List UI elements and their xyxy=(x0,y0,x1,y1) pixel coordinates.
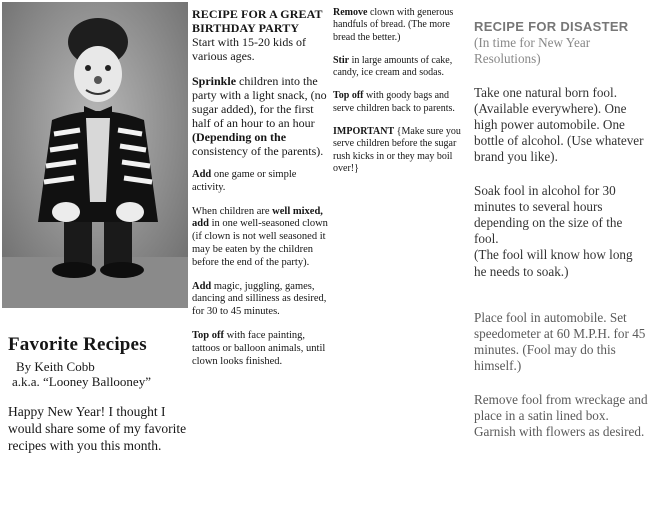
party-step-magic xyxy=(192,281,332,319)
party-step-top-off xyxy=(192,330,332,368)
remove-text: clown with generous handfuls of bread. (The more bread the better.) xyxy=(333,7,454,43)
mixed-text-1: When children are xyxy=(192,205,273,217)
depending-text: consistency of the parents). xyxy=(192,144,324,158)
party-recipe-column-2 xyxy=(333,7,471,186)
disaster-recipe-column xyxy=(474,19,648,457)
party-step-important xyxy=(333,126,471,175)
article-title: Favorite Recipes xyxy=(8,334,147,355)
party-step-game xyxy=(192,169,332,195)
party-intro xyxy=(192,7,332,63)
party-step-goody-bags xyxy=(333,90,471,115)
clown-illustration xyxy=(2,2,188,308)
intro-section xyxy=(8,334,188,454)
disaster-header xyxy=(474,19,648,68)
game-keyword: Add xyxy=(192,169,212,180)
author-aka: a.k.a. “Looney Ballooney” xyxy=(12,374,151,389)
stir-keyword: Stir xyxy=(333,54,350,66)
sprinkle-keyword: Sprinkle xyxy=(192,74,237,88)
stir-text: in large amounts of cake, candy, ice cream and sodas. xyxy=(333,54,453,79)
disaster-step-3: Place fool in automobile. Set speedometer at 60 M.P.H. for 45 minutes. (Fool may do this himself.) xyxy=(474,309,646,374)
depending-keyword: (Depending on the xyxy=(192,130,287,144)
party-start: Start with 15-20 kids of various ages. xyxy=(192,35,306,63)
byline: By Keith Cobb xyxy=(16,359,95,374)
remove-keyword: Remove xyxy=(333,7,368,18)
top-keyword: Top off xyxy=(192,329,224,341)
top2-text: with goody bags and serve children back to parents. xyxy=(333,90,455,114)
mixed-text-2: in one well-seasoned clown (if clown is not well seasoned it may be eaten by the children before the end of the party). xyxy=(192,218,328,268)
game-text: one game or simple activity. xyxy=(192,169,297,193)
party-recipe-column-1 xyxy=(192,7,332,379)
important-text: {Make sure you serve children before the sugar rush kicks in or they may boil over!} xyxy=(333,126,461,174)
party-step-stir xyxy=(333,55,471,80)
disaster-step-2-note: (The fool will know how long he needs to soak.) xyxy=(474,247,633,279)
spacer xyxy=(474,297,648,310)
mixed-keyword: well mixed, add xyxy=(192,205,323,230)
disaster-title: RECIPE FOR DISASTER xyxy=(474,19,629,34)
disaster-subtitle: (In time for New Year Resolutions) xyxy=(474,35,591,67)
top2-keyword: Top off xyxy=(333,90,364,102)
important-keyword: IMPORTANT xyxy=(333,126,395,138)
disaster-step-2: Soak fool in alcohol for 30 minutes to several hours depending on the size of the fool. xyxy=(474,182,623,247)
sprinkle-text: children into the party with a light snack, (no sugar added), for the first half of an hour to an hour xyxy=(192,74,327,130)
magic-keyword: Add xyxy=(192,280,212,292)
disaster-step-1: Take one natural born fool. (Available everywhere). One high power automobile. One bottle of alcohol. (Use whatever brand you like). xyxy=(474,84,644,165)
party-step-remove xyxy=(333,7,471,44)
top-text: with face painting, tattoos or balloon animals, until clown looks finished. xyxy=(192,329,326,367)
party-step-sprinkle xyxy=(192,74,332,158)
party-title-line-2: BIRTHDAY PARTY xyxy=(192,21,300,35)
intro-paragraph: Happy New Year! I thought I would share some of my favorite recipes with you this month. xyxy=(8,404,187,453)
clown-photo xyxy=(2,2,188,308)
disaster-step-4: Remove fool from wreckage and place in a satin lined box. Garnish with flowers as desired. xyxy=(474,391,648,440)
party-step-clown xyxy=(192,206,332,270)
party-title-line-1: RECIPE FOR A GREAT xyxy=(192,7,323,21)
magic-text: magic, juggling, games, dancing and silliness as desired, for 30 to 45 minutes. xyxy=(192,280,327,318)
